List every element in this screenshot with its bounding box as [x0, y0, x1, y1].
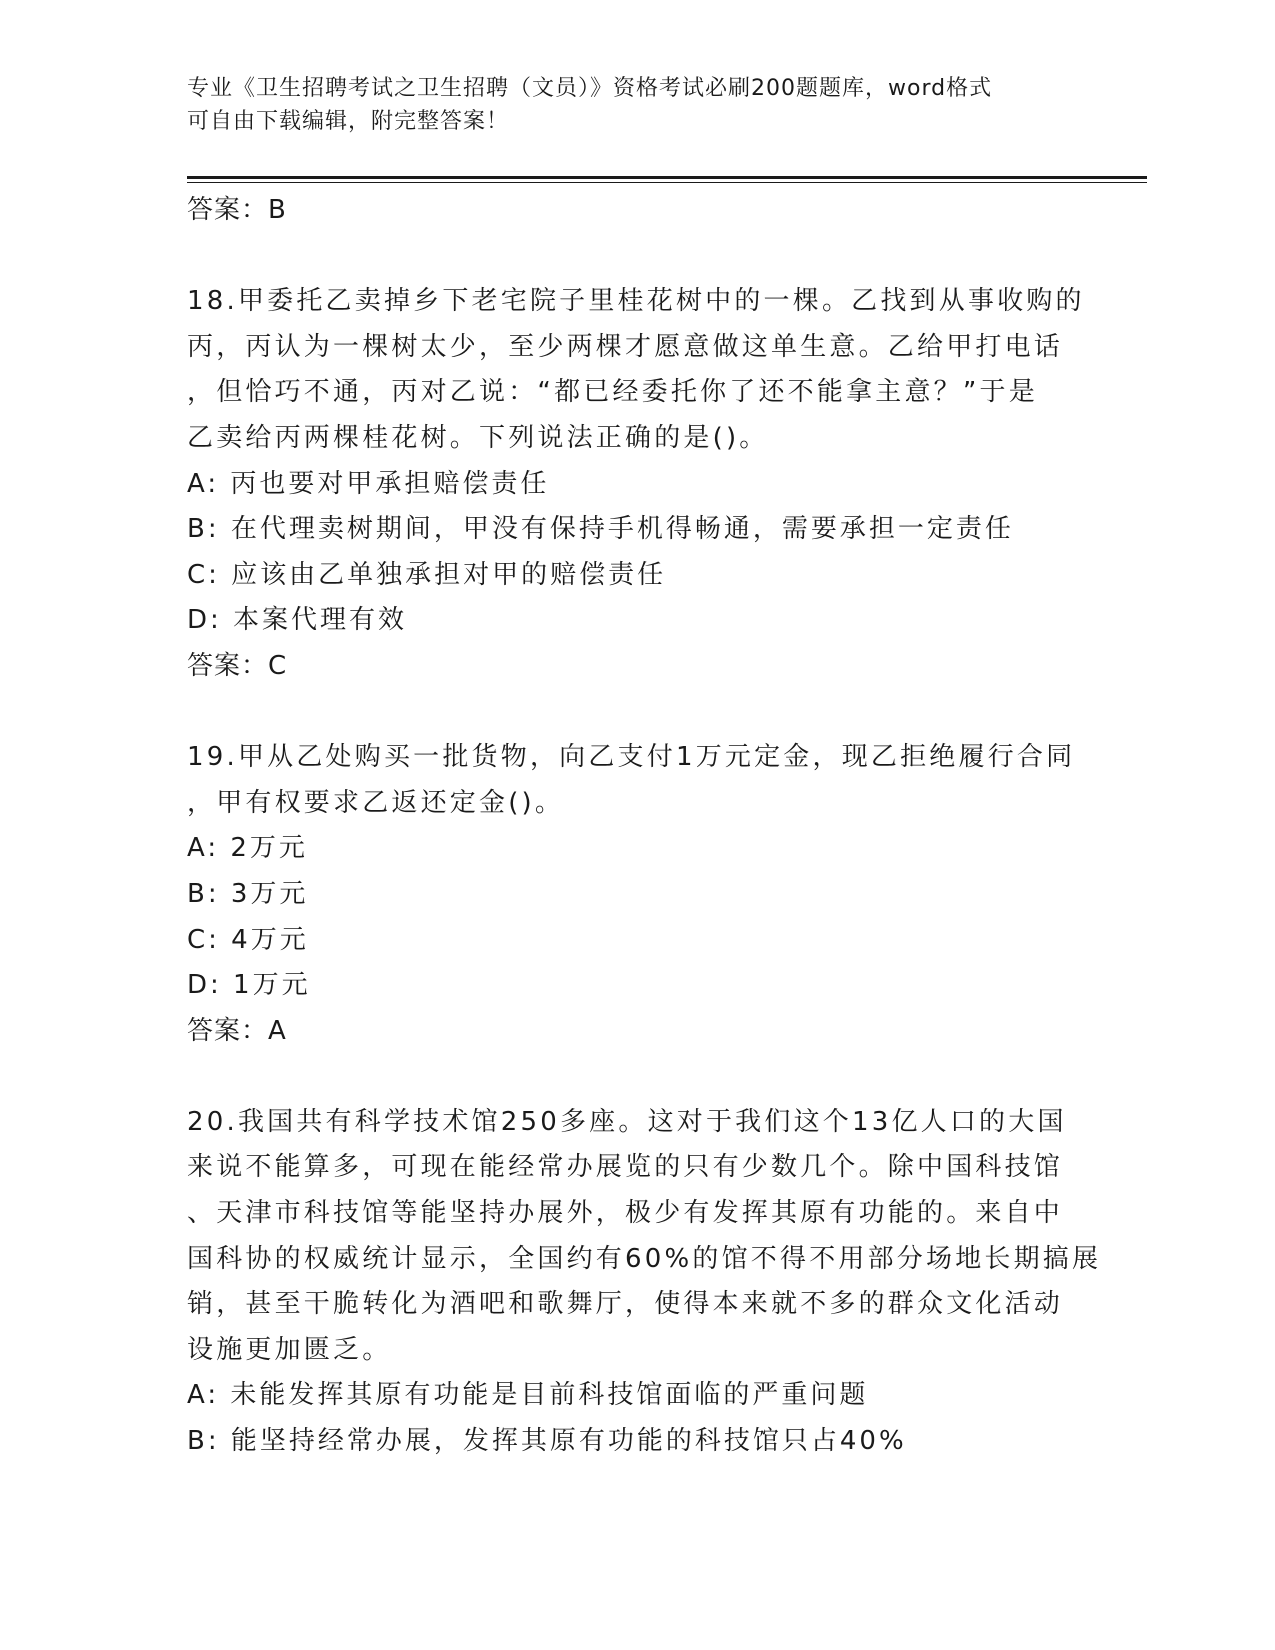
question-18-option-c: C: 应该由乙单独承担对甲的赔偿责任	[187, 559, 667, 590]
question-20-text-line-2: 来说不能算多，可现在能经常办展览的只有少数几个。除中国科技馆	[187, 1152, 1064, 1183]
question-19-text-line-2: ，甲有权要求乙返还定金()。	[187, 787, 565, 818]
question-19-option-d: D: 1万元	[187, 970, 311, 1001]
page-header	[187, 72, 1067, 138]
question-20-option-b: B: 能坚持经常办展，发挥其原有功能的科技馆只占40%	[187, 1426, 907, 1457]
question-20	[187, 1100, 1102, 1465]
question-18-option-b: B: 在代理卖树期间，甲没有保持手机得畅通，需要承担一定责任	[187, 514, 1014, 545]
question-20-option-a: A: 未能发挥其原有功能是目前科技馆面临的严重问题	[187, 1380, 869, 1411]
question-18-text-line-1: 18.甲委托乙卖掉乡下老宅院子里桂花树中的一棵。乙找到从事收购的	[187, 286, 1085, 317]
question-19-text-line-1: 19.甲从乙处购买一批货物，向乙支付1万元定金，现乙拒绝履行合同	[187, 742, 1076, 773]
header-line-2: 可自由下载编辑，附完整答案！	[187, 109, 510, 134]
header-line-1: 专业《卫生招聘考试之卫生招聘（文员）》资格考试必刷200题题库，word格式	[187, 76, 993, 101]
answer-label-19: 答案：A	[187, 1015, 287, 1046]
question-20-text-line-4: 国科协的权威统计显示，全国约有60%的馆不得不用部分场地长期搞展	[187, 1243, 1102, 1274]
spacer	[187, 234, 1087, 280]
header-divider-thin	[187, 182, 1147, 183]
question-20-text-line-6: 设施更加匮乏。	[187, 1334, 392, 1365]
spacer	[187, 690, 1087, 736]
question-list	[187, 188, 1102, 1465]
question-18-text-line-2: 丙，丙认为一棵树太少，至少两棵才愿意做这单生意。乙给甲打电话	[187, 331, 1064, 362]
spacer	[187, 1054, 1087, 1100]
question-19-option-c: C: 4万元	[187, 924, 309, 955]
question-18-text-line-4: 乙卖给丙两棵桂花树。下列说法正确的是()。	[187, 422, 769, 453]
question-18-text-line-3: ，但恰巧不通，丙对乙说：“都已经委托你了还不能拿主意？”于是	[187, 377, 1038, 408]
question-18-option-d: D: 本案代理有效	[187, 605, 408, 636]
question-20-text-line-3: 、天津市科技馆等能坚持办展外，极少有发挥其原有功能的。来自中	[187, 1198, 1064, 1229]
header-divider-thick	[187, 176, 1147, 179]
question-20-text-line-5: 销，甚至干脆转化为酒吧和歌舞厅，使得本来就不多的群众文化活动	[187, 1289, 1064, 1320]
question-20-text-line-1: 20.我国共有科学技术馆250多座。这对于我们这个13亿人口的大国	[187, 1106, 1067, 1137]
question-19-option-b: B: 3万元	[187, 878, 309, 909]
question-19	[187, 735, 1087, 1054]
question-18	[187, 279, 1087, 689]
question-19-option-a: A: 2万元	[187, 833, 308, 864]
answer-label-18: 答案：C	[187, 650, 288, 681]
answer-label-17: 答案：B	[187, 195, 287, 225]
question-18-option-a: A: 丙也要对甲承担赔偿责任	[187, 468, 550, 499]
